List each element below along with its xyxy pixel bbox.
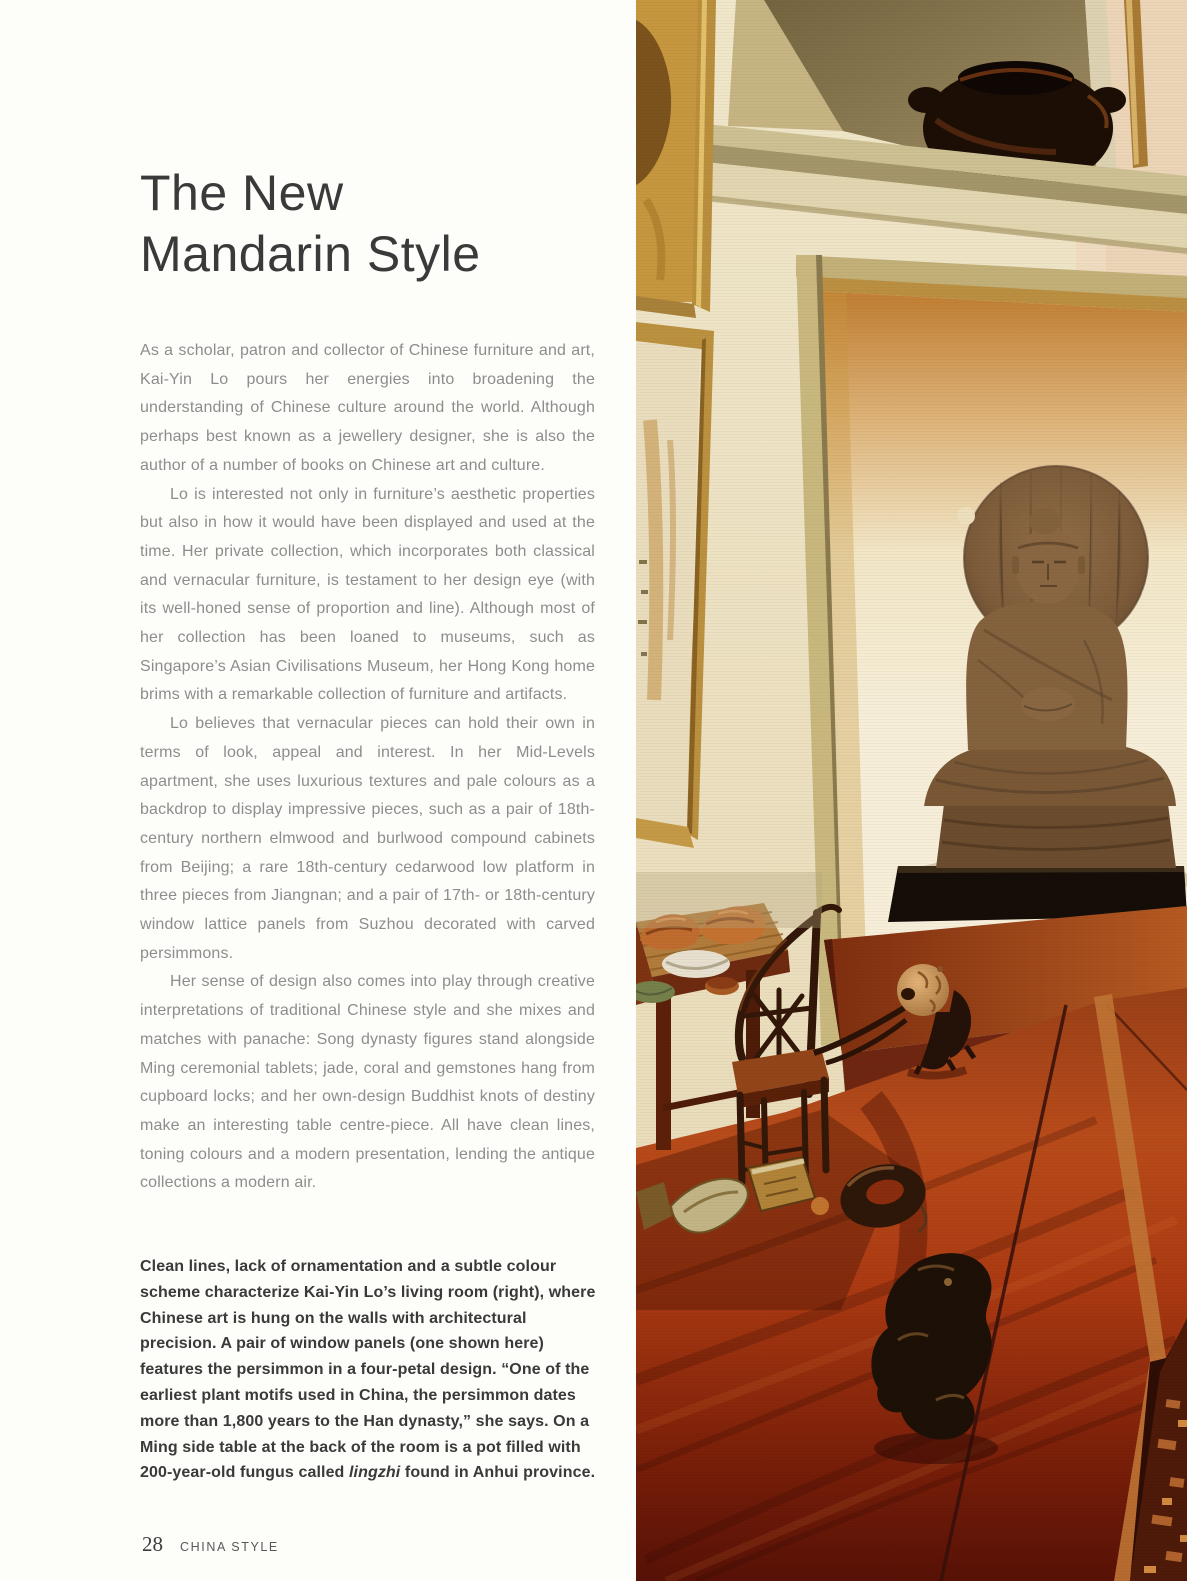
statue-torso [966,601,1127,750]
page-title-line2: Mandarin Style [140,226,481,282]
coral-bead [811,1197,829,1215]
article-paragraph: As a scholar, patron and collector of Chinese furniture and art, Kai-Yin Lo pours her energies into broadening the understanding of Chinese culture around the world. Although perhaps best known as a jewellery designer, she is also the author of a number of books on Chinese art and culture. [140,342,595,474]
statue-hands [1021,687,1075,721]
page-title-line1: The New [140,165,344,221]
framed-artwork-upper [636,0,716,318]
statue-pedestal [936,804,1176,868]
article-column [140,0,595,1486]
wall-shadow [636,872,822,928]
caption-text: found in Anhui province. [400,1464,596,1482]
photo-caption [140,1254,598,1486]
article-paragraph: Her sense of design also comes into play through creative interpretations of traditional Chinese style and she mixes and matches with panache: Song dynasty figures stand alongside Ming ceremonial tablets; jade, coral and gemstones hang from cupboard locks; and her own-design Buddhist knots of destiny make an interesting table centre-piece. All have clean lines, toning colours and a modern presentation, lending the antique collections a modern air. [140,973,595,1192]
page-title [140,0,595,285]
article-paragraph: Lo is interested not only in furniture’s aesthetic properties but also in how it would have been displayed and used at the time. Her private collection, which incorporates both classical and vernacular furniture, is testament to her design eye (with its well-honed sense of proportion and line). Although most of her collection has been loaned to museums, such as Singapore’s Asian Civilisations Museum, her Hong Kong home brims with a remarkable collection of furniture and artifacts. [140,485,595,704]
photo-illustration [636,0,1187,1581]
page-number: 28 [142,1532,163,1556]
page-footer [142,1532,279,1557]
caption-italic-term: lingzhi [348,1464,401,1482]
book-title: CHINA STYLE [180,1540,279,1554]
article-paragraph: Lo believes that vernacular pieces can hold their own in terms of look, appeal and interest. In her Mid-Levels apartment, she uses luxurious textures and pale colours as a backdrop to display impressive pieces, such as a pair of 18th-century northern elmwood and burlwood compound cabinets from Beijing; a rare 18th-century cedarwood low platform in three pieces from Jiangnan; and a pair of 17th- or 18th-century window lattice panels from Suzhou decorated with carved persimmons. [140,715,595,962]
statue-ushnisha [1029,508,1061,534]
caption-text: Clean lines, lack of ornamentation and a subtle colour scheme characterize Kai-Yin Lo’s living room (right), where Chinese art is hung on the walls with architectural precision. A pair of window panels (one shown here) features the persimmon in a four-petal design. “One of the earliest plant motifs used in China, the persimmon dates more than 1,800 years to the Han dynasty,” she says. On a Ming side table at the back of the room is a pot filled with 200-year-old fungus called [140,1258,596,1482]
living-room-photograph [636,0,1187,1581]
